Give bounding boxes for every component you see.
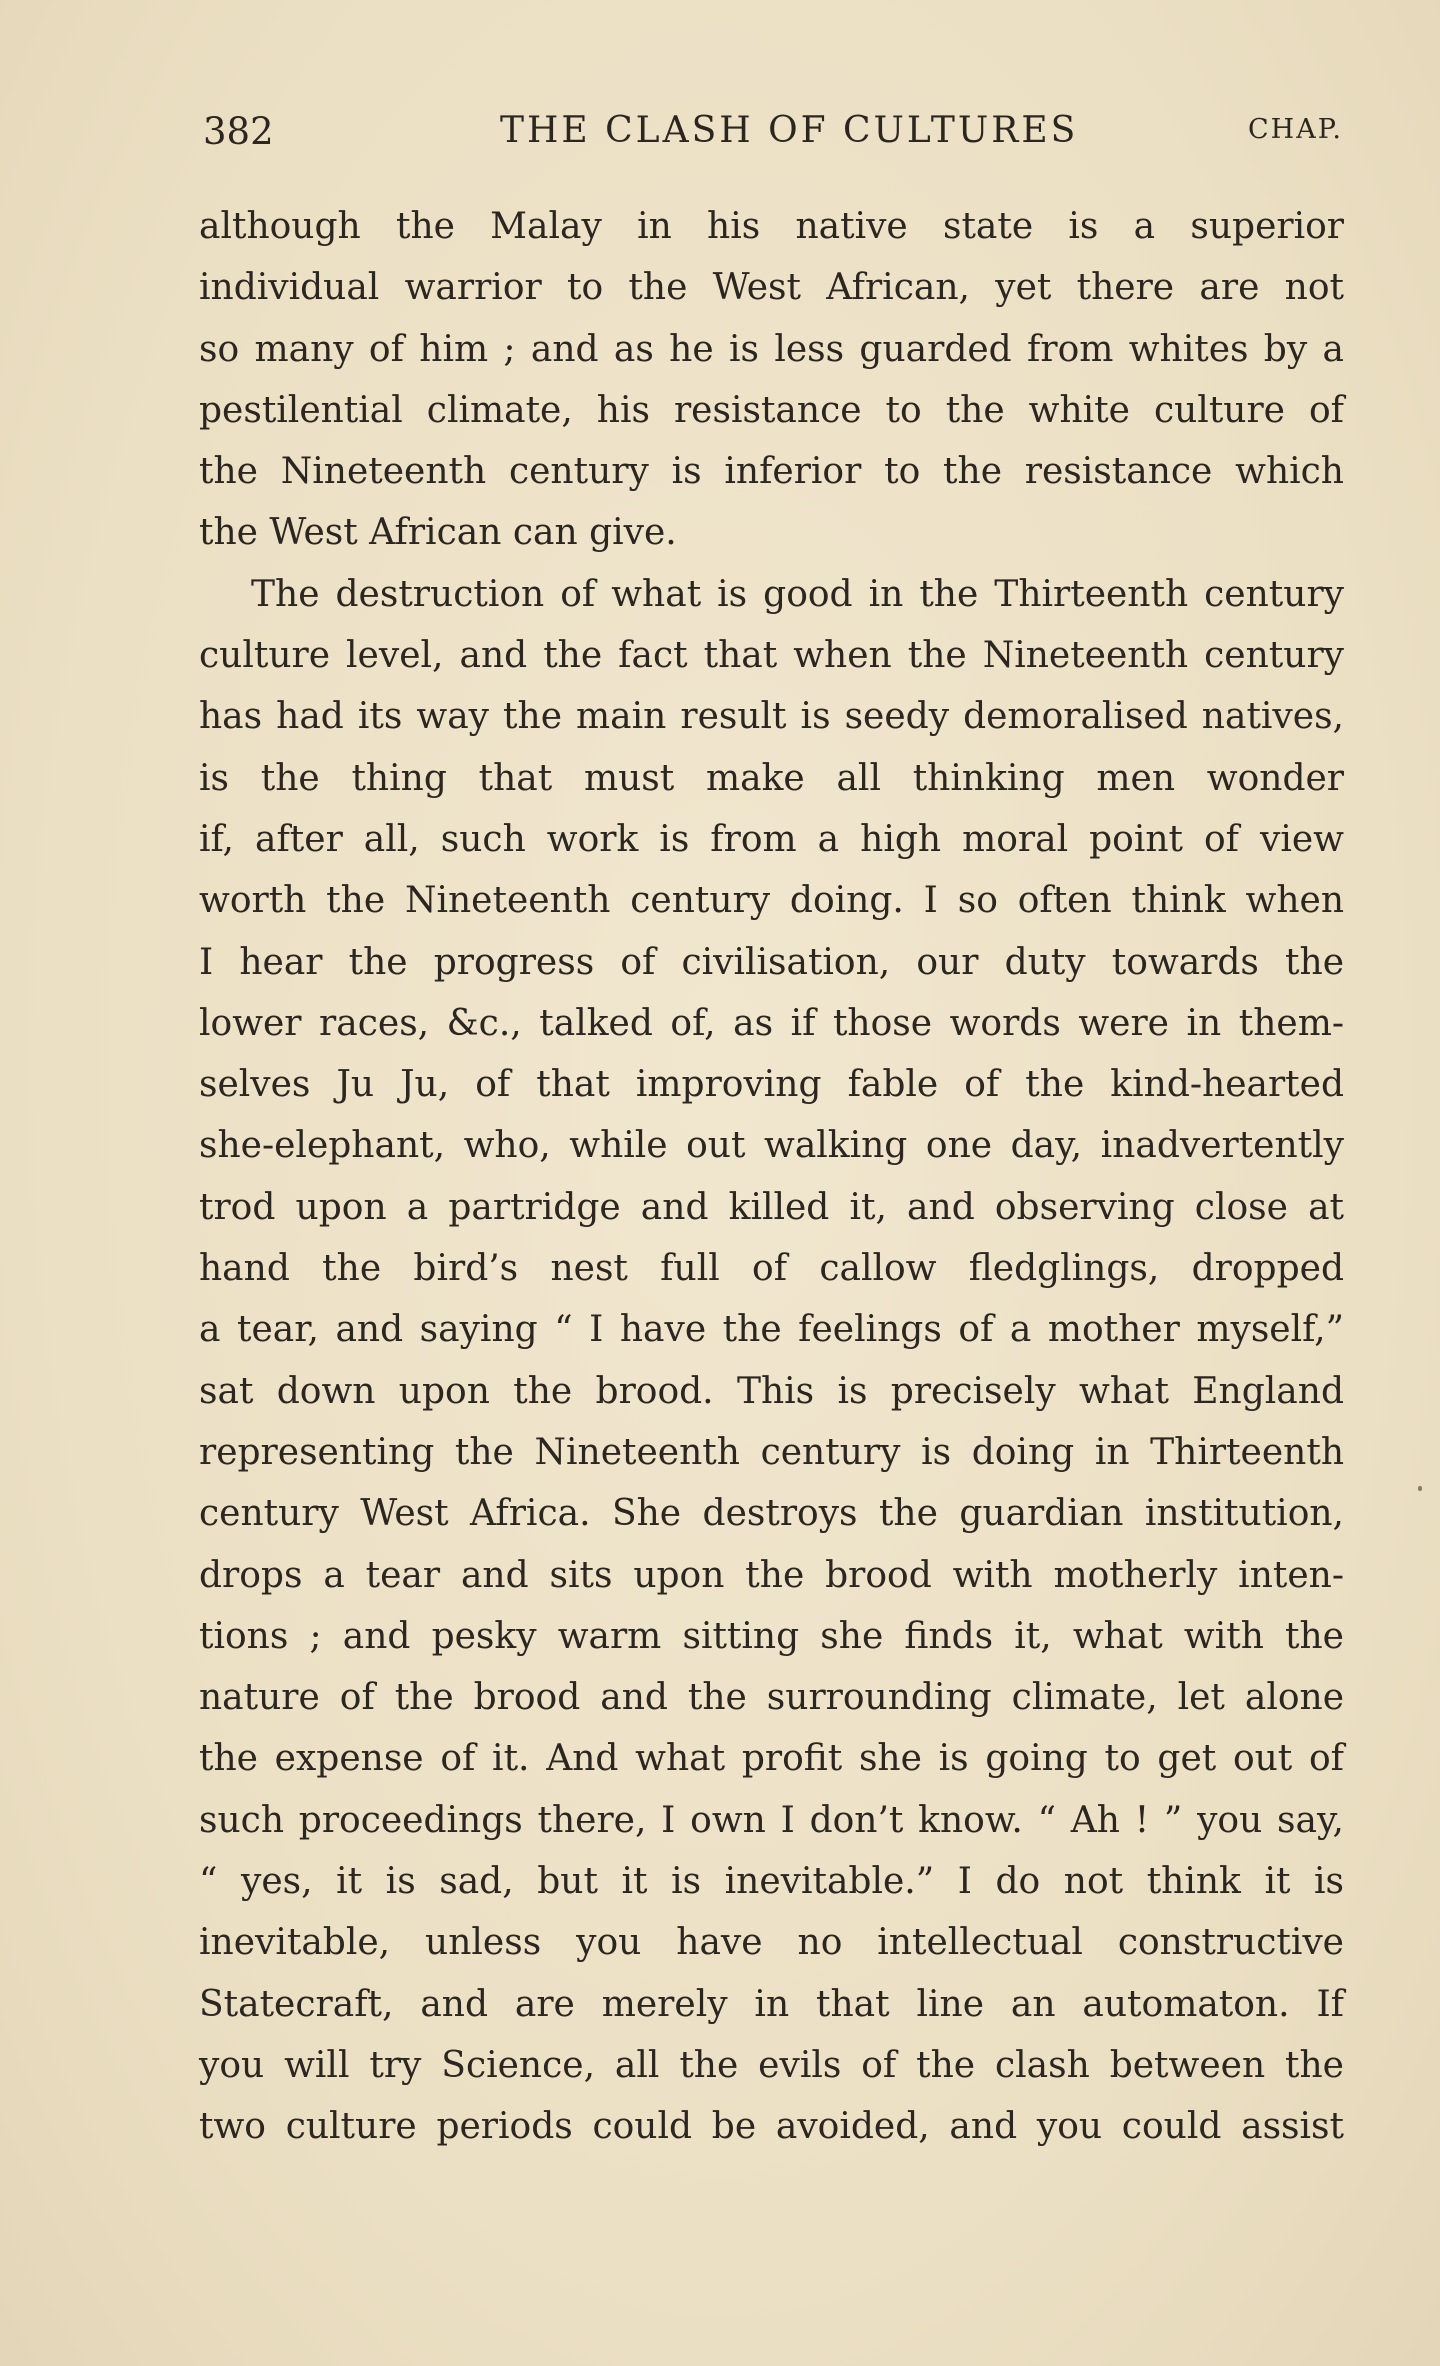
paragraph-2 [199, 564, 1344, 2158]
text-line: two culture periods could be avoided, and you could assist [199, 2106, 1344, 2148]
paragraph-1 [199, 196, 1344, 564]
text-line: the West African can give. [199, 512, 677, 554]
page-number: 382 [203, 110, 274, 153]
text-line: worth the Nineteenth century doing. I so often think when [199, 880, 1344, 922]
text-line: although the Malay in his native state is a superior [199, 206, 1344, 247]
text-line: Statecraft, and are merely in that line an automaton. If [199, 1983, 1344, 2025]
text-line: selves Ju Ju, of that improving fable of the kind-hearted [199, 1064, 1344, 1106]
text-line: individual warrior to the West African, yet there are not [199, 267, 1344, 309]
text-line: tions ; and pesky warm sitting she finds it, what with the [199, 1615, 1344, 1657]
text-line: the expense of it. And what profit she is going to get out of [199, 1738, 1344, 1780]
text-line: representing the Nineteenth century is doing in Thirteenth [199, 1431, 1344, 1473]
page-header [203, 110, 1343, 170]
text-line: such proceedings there, I own I don’t know. “ Ah ! ” you say, [199, 1799, 1344, 1841]
text-line: trod upon a partridge and killed it, and observing close at [199, 1186, 1344, 1228]
text-line: has had its way the main result is seedy demoralised natives, [199, 696, 1344, 738]
text-line: if, after all, such work is from a high moral point of view [199, 818, 1344, 860]
text-line: drops a tear and sits upon the brood with motherly inten- [199, 1554, 1344, 1596]
text-line: hand the bird’s nest full of callow fledglings, dropped [199, 1248, 1344, 1290]
text-line: so many of him ; and as he is less guarded from whites by a [199, 328, 1344, 370]
text-line: sat down upon the brood. This is precisely what England [199, 1370, 1344, 1412]
text-line: inevitable, unless you have no intellectual constructive [199, 1922, 1344, 1964]
chapter-abbreviation: CHAP. [1248, 114, 1343, 145]
text-line: nature of the brood and the surrounding climate, let alone [199, 1677, 1344, 1719]
paper-speck [1418, 1486, 1422, 1491]
text-line: culture level, and the fact that when the Nineteenth century [199, 635, 1344, 677]
text-line: a tear, and saying “ I have the feelings of a mother myself,” [199, 1309, 1344, 1351]
text-line: pestilential climate, his resistance to the white culture of [199, 389, 1344, 431]
text-line: the Nineteenth century is inferior to the resistance which [199, 451, 1344, 493]
text-line: century West Africa. She destroys the guardian institution, [199, 1493, 1344, 1535]
text-line: lower races, &c., talked of, as if those words were in them- [199, 1002, 1344, 1044]
text-line: you will try Science, all the evils of the clash between the [199, 2044, 1344, 2086]
running-title: THE CLASH OF CULTURES [500, 110, 1079, 151]
text-line: is the thing that must make all thinking men wonder [199, 757, 1344, 799]
text-line: I hear the progress of civilisation, our duty towards the [199, 941, 1344, 983]
text-line: “ yes, it is sad, but it is inevitable.” I do not think it is [199, 1861, 1344, 1903]
text-line: she-elephant, who, while out walking one day, inadvertently [199, 1125, 1344, 1167]
text-line: The destruction of what is good in the Thirteenth century [251, 573, 1344, 615]
body-text [199, 196, 1344, 2158]
